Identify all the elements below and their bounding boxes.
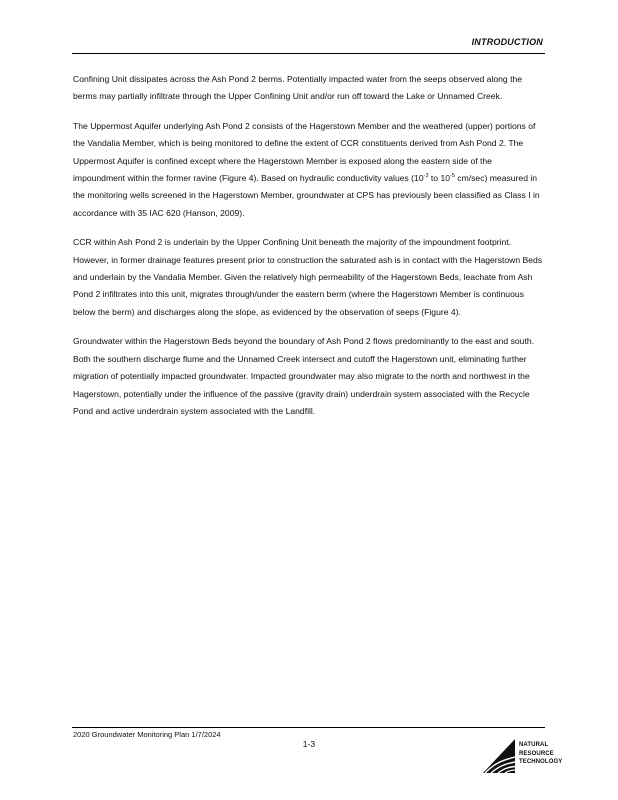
header-divider: [72, 53, 545, 54]
paragraph-1: Confining Unit dissipates across the Ash Pond 2 berms. Potentially impacted water from the seeps observed along the berms may partially infiltrate through the Upper Confining Unit and/or run off toward the Lake or Unnamed Creek.: [73, 74, 523, 102]
paragraph-2-part-1: The Uppermost Aquifer underlying Ash Pond 2 consists of the Hagerstown Member and the weathered (upper) portions of the Vandalia Member, which is being monitored to define the extent of CCR constituents derived from Ash Pond 2. The Uppermost Aquifer is confined except where the Hagerstown Member is exposed along the eastern side of the impoundment within the former ravine (Figure 4). Based on hydraulic conductivity values (10: [73, 120, 536, 184]
company-logo: [481, 737, 571, 775]
footer-divider: [72, 727, 545, 728]
body-text: [73, 71, 546, 432]
footer-document-title: 2020 Groundwater Monitoring Plan 1/7/2024: [73, 730, 221, 739]
logo-line-3: TECHNOLOGY: [519, 759, 563, 765]
paragraph-2-part-2: to 10: [428, 173, 451, 184]
paragraph-2: [73, 118, 546, 222]
paragraph-3: CCR within Ash Pond 2 is underlain by the Upper Confining Unit beneath the majority of the impoundment footprint. However, in former drainage features present prior to construction the saturated ash is in contact with the Hagerstown Beds and underlain by the Vandalia Member. Given the relatively high permeability of the Hagerstown Beds, leachate from Ash Pond 2 infiltrates into this unit, migrates through/under the eastern berm (where the Hagerstown Member is continuous below the berm) and discharges along the slope, as evidenced by the observation of seeps (Figure 4).: [73, 237, 543, 317]
section-title: INTRODUCTION: [471, 37, 543, 47]
wave-logo-icon: [481, 737, 517, 775]
logo-wordmark: [519, 741, 562, 767]
exponent-1: -3: [423, 173, 429, 180]
paragraph-4: Groundwater within the Hagerstown Beds beyond the boundary of Ash Pond 2 flows predominantly to the east and south. Both the southern discharge flume and the Unnamed Creek intersect and cutoff the Hagerstown unit, eliminating further migration of potentially impacted groundwater. Impacted groundwater may also migrate to the north and northwest in the Hagerstown, potentially under the influence of the passive (gravity drain) underdrain system associated with the Recycle Pond and active underdrain system associated with the Landfill.: [73, 336, 535, 416]
paragraph-2-part-3: cm/sec) measured in the monitoring wells screened in the Hagerstown Member, groundwater at CPS has previously been classified as Class I in accordance with 35 IAC 620 (Hanson, 2009).: [73, 173, 540, 218]
logo-line-2: RESOURCE: [519, 750, 554, 757]
exponent-2: -5: [450, 173, 455, 180]
page-number: 1-3: [302, 739, 316, 749]
logo-line-1: NATURAL: [519, 742, 549, 748]
